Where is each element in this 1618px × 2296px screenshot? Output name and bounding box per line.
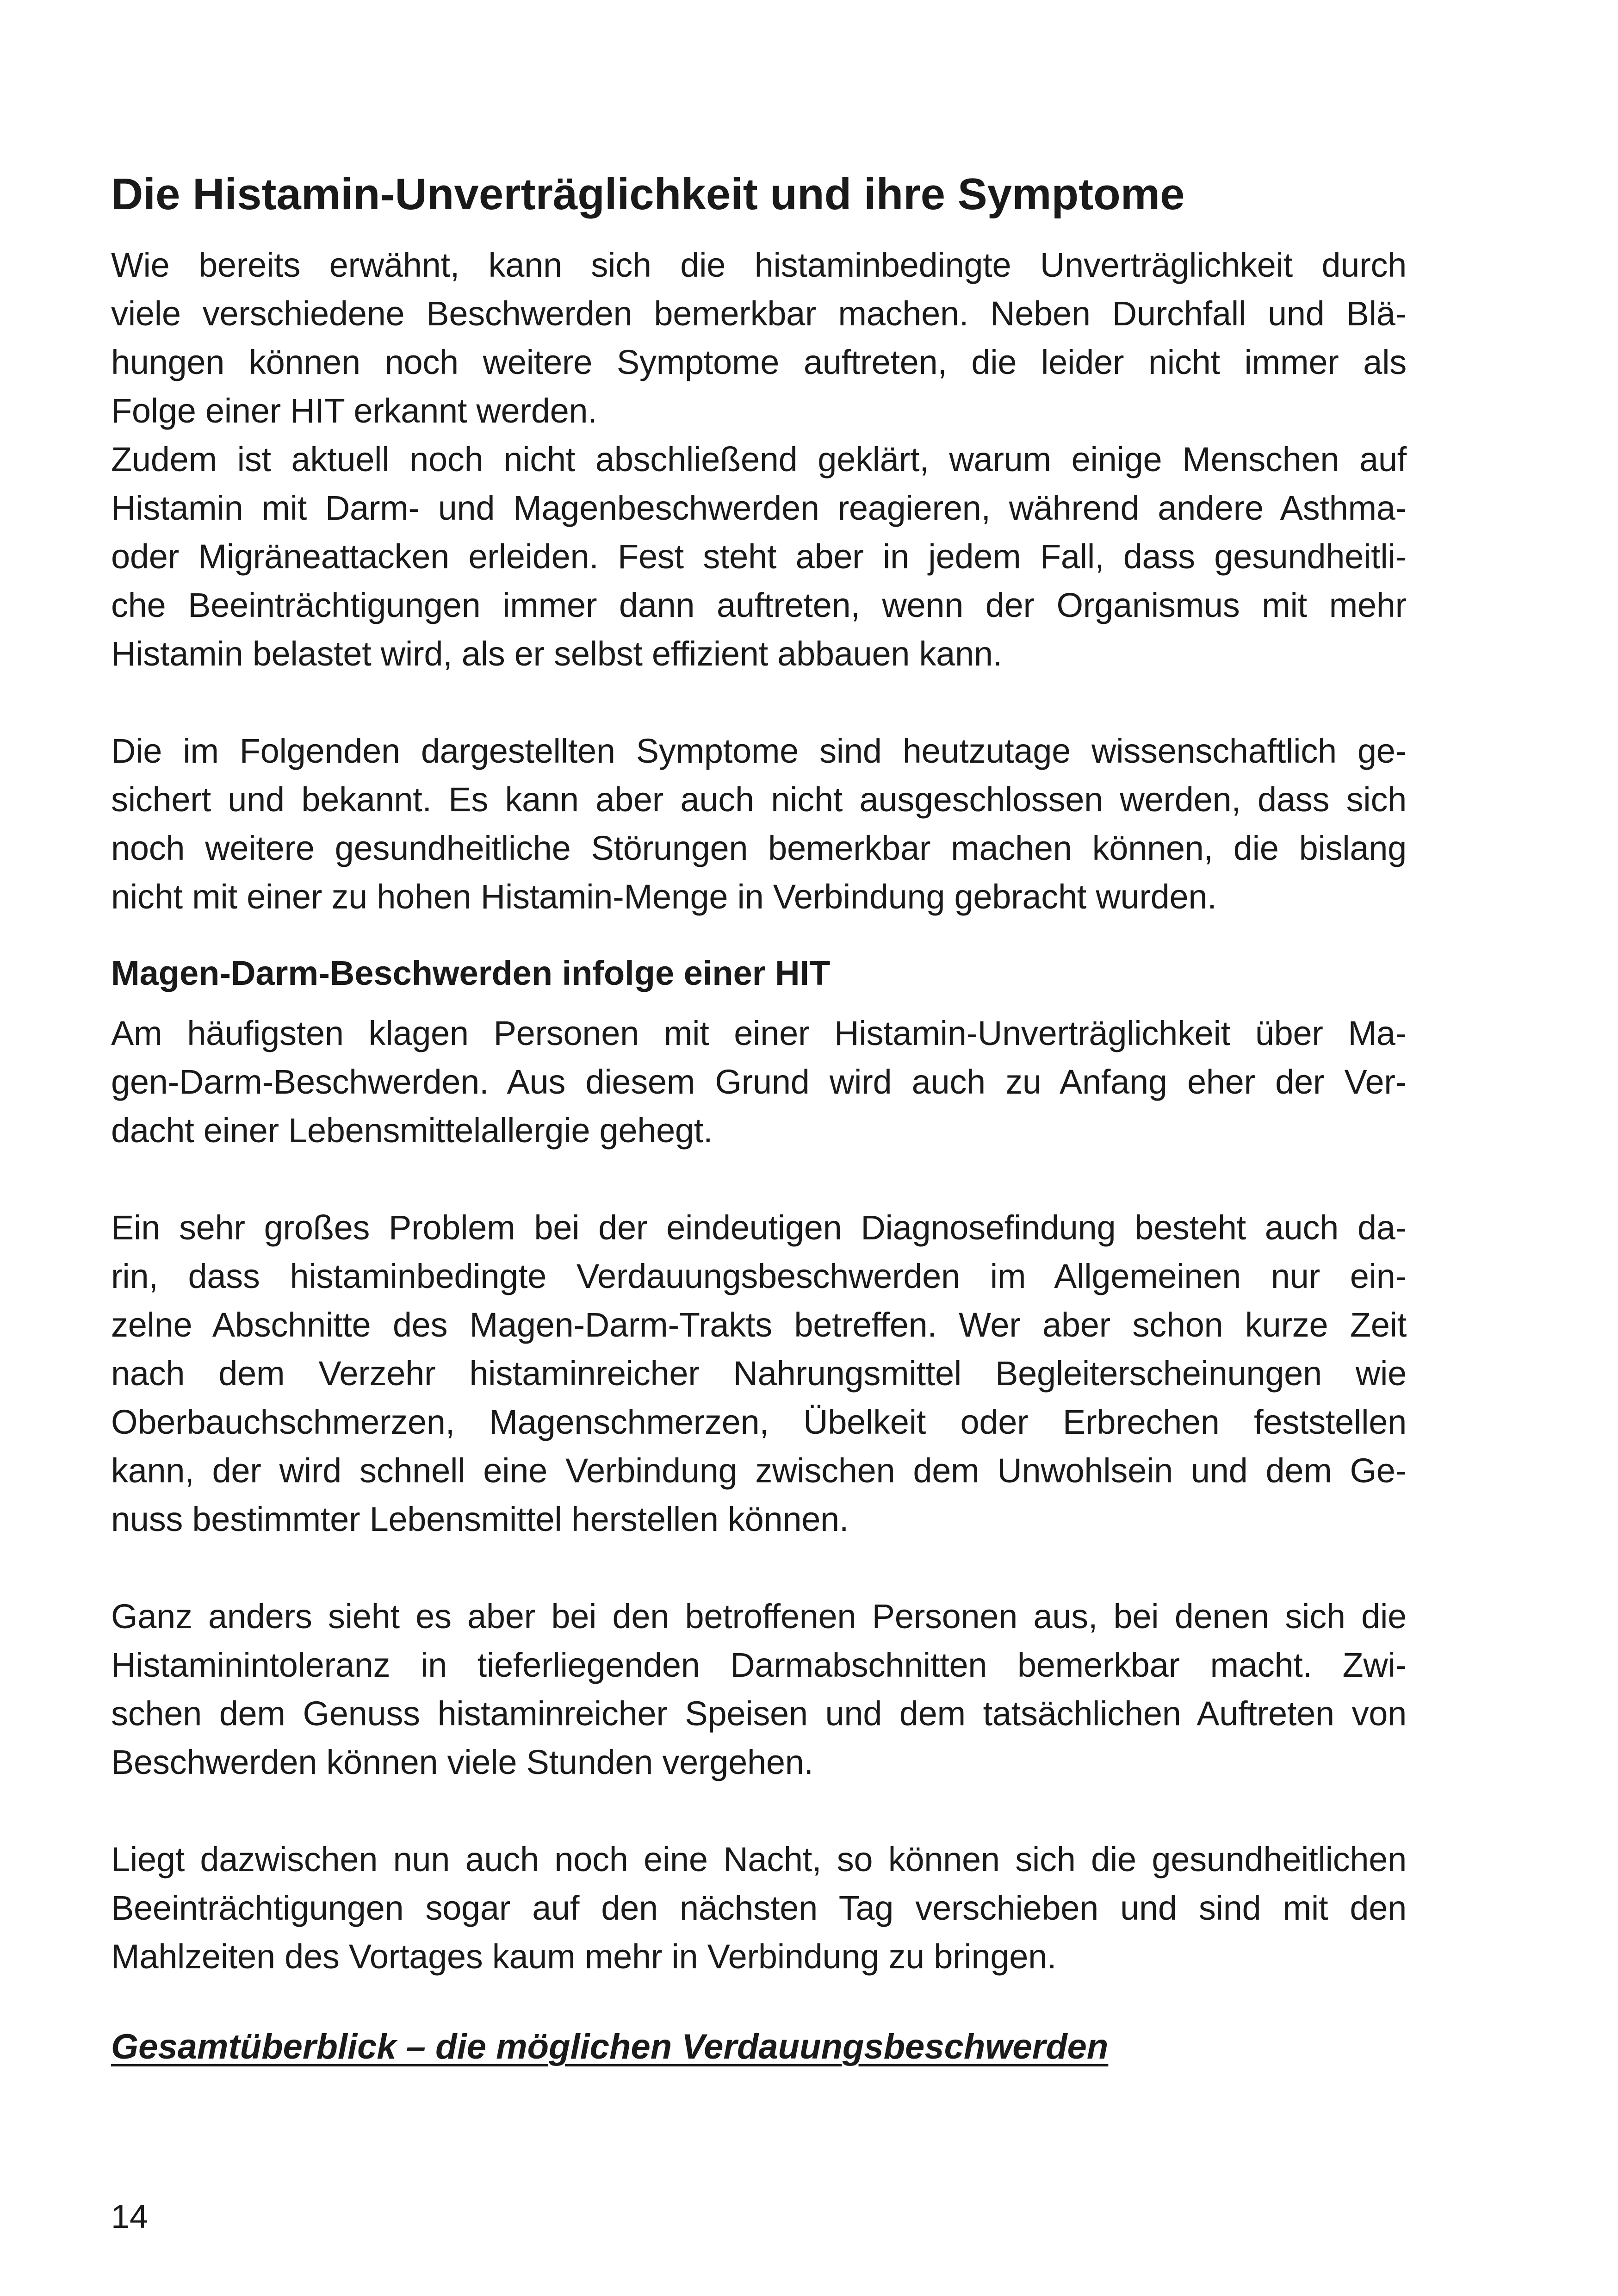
text-line: schen dem Genuss histaminreicher Speisen und dem tatsächlichen Auftreten von (111, 1694, 1407, 1733)
text-line: rin, dass histaminbedingte Verdauungsbeschwerden im Allgemeinen nur ein- (111, 1257, 1407, 1295)
text-line: Oberbauchschmerzen, Magenschmerzen, Übelkeit oder Erbrechen feststellen (111, 1403, 1407, 1441)
text-line: nach dem Verzehr histaminreicher Nahrungsmittel Begleiterscheinungen wie (111, 1354, 1407, 1393)
page-title: Die Histamin-Unverträglichkeit und ihre Symptome (111, 169, 1185, 219)
text-line: gen-Darm-Beschwerden. Aus diesem Grund wird auch zu Anfang eher der Ver- (111, 1063, 1407, 1101)
text-line: Beschwerden können viele Stunden vergehen. (111, 1743, 813, 1781)
text-line: che Beeinträchtigungen immer dann auftreten, wenn der Organismus mit mehr (111, 586, 1407, 624)
section-heading: Magen-Darm-Beschwerden infolge einer HIT (111, 954, 831, 992)
text-line: Mahlzeiten des Vortages kaum mehr in Verbindung zu bringen. (111, 1937, 1057, 1976)
text-line: sichert und bekannt. Es kann aber auch nicht ausgeschlossen werden, dass sich (111, 780, 1407, 819)
page-number: 14 (111, 2198, 149, 2235)
text-line: nicht mit einer zu hohen Histamin-Menge in Verbindung gebracht wurden. (111, 877, 1217, 916)
text-line: Liegt dazwischen nun auch noch eine Nacht, so können sich die gesundheitlichen (111, 1840, 1407, 1879)
text-line: Ganz anders sieht es aber bei den betroffenen Personen aus, bei denen sich die (111, 1597, 1407, 1636)
text-line: Histamin mit Darm- und Magenbeschwerden reagieren, während andere Asthma- (111, 489, 1407, 527)
text-line: oder Migräneattacken erleiden. Fest steht aber in jedem Fall, dass gesundheitli- (111, 537, 1407, 576)
text-line: kann, der wird schnell eine Verbindung zwischen dem Unwohlsein und dem Ge- (111, 1451, 1407, 1490)
subsection-heading: Gesamtüberblick – die möglichen Verdauungsbeschwerden (111, 2027, 1109, 2066)
text-line: Zudem ist aktuell noch nicht abschließend geklärt, warum einige Menschen auf (111, 440, 1407, 479)
text-line: Die im Folgenden dargestellten Symptome sind heutzutage wissenschaftlich ge- (111, 732, 1407, 770)
text-line: Folge einer HIT erkannt werden. (111, 392, 597, 430)
text-line: nuss bestimmter Lebensmittel herstellen können. (111, 1500, 849, 1538)
text-line: zelne Abschnitte des Magen-Darm-Trakts betreffen. Wer aber schon kurze Zeit (111, 1306, 1407, 1344)
text-line: Wie bereits erwähnt, kann sich die histaminbedingte Unverträglichkeit durch (111, 246, 1407, 284)
text-line: Histaminintoleranz in tieferliegenden Darmabschnitten bemerkbar macht. Zwi- (111, 1646, 1407, 1684)
text-line: viele verschiedene Beschwerden bemerkbar machen. Neben Durchfall und Blä- (111, 294, 1407, 333)
text-line: Histamin belastet wird, als er selbst effizient abbauen kann. (111, 635, 1002, 673)
text-line: Ein sehr großes Problem bei der eindeutigen Diagnosefindung besteht auch da- (111, 1208, 1407, 1247)
text-line: Am häufigsten klagen Personen mit einer Histamin-Unverträglichkeit über Ma- (111, 1014, 1407, 1052)
text-line: hungen können noch weitere Symptome auftreten, die leider nicht immer als (111, 343, 1407, 381)
text-line: dacht einer Lebensmittelallergie gehegt. (111, 1111, 713, 1150)
text-line: Beeinträchtigungen sogar auf den nächsten Tag verschieben und sind mit den (111, 1889, 1407, 1927)
text-line: noch weitere gesundheitliche Störungen bemerkbar machen können, die bislang (111, 829, 1407, 867)
